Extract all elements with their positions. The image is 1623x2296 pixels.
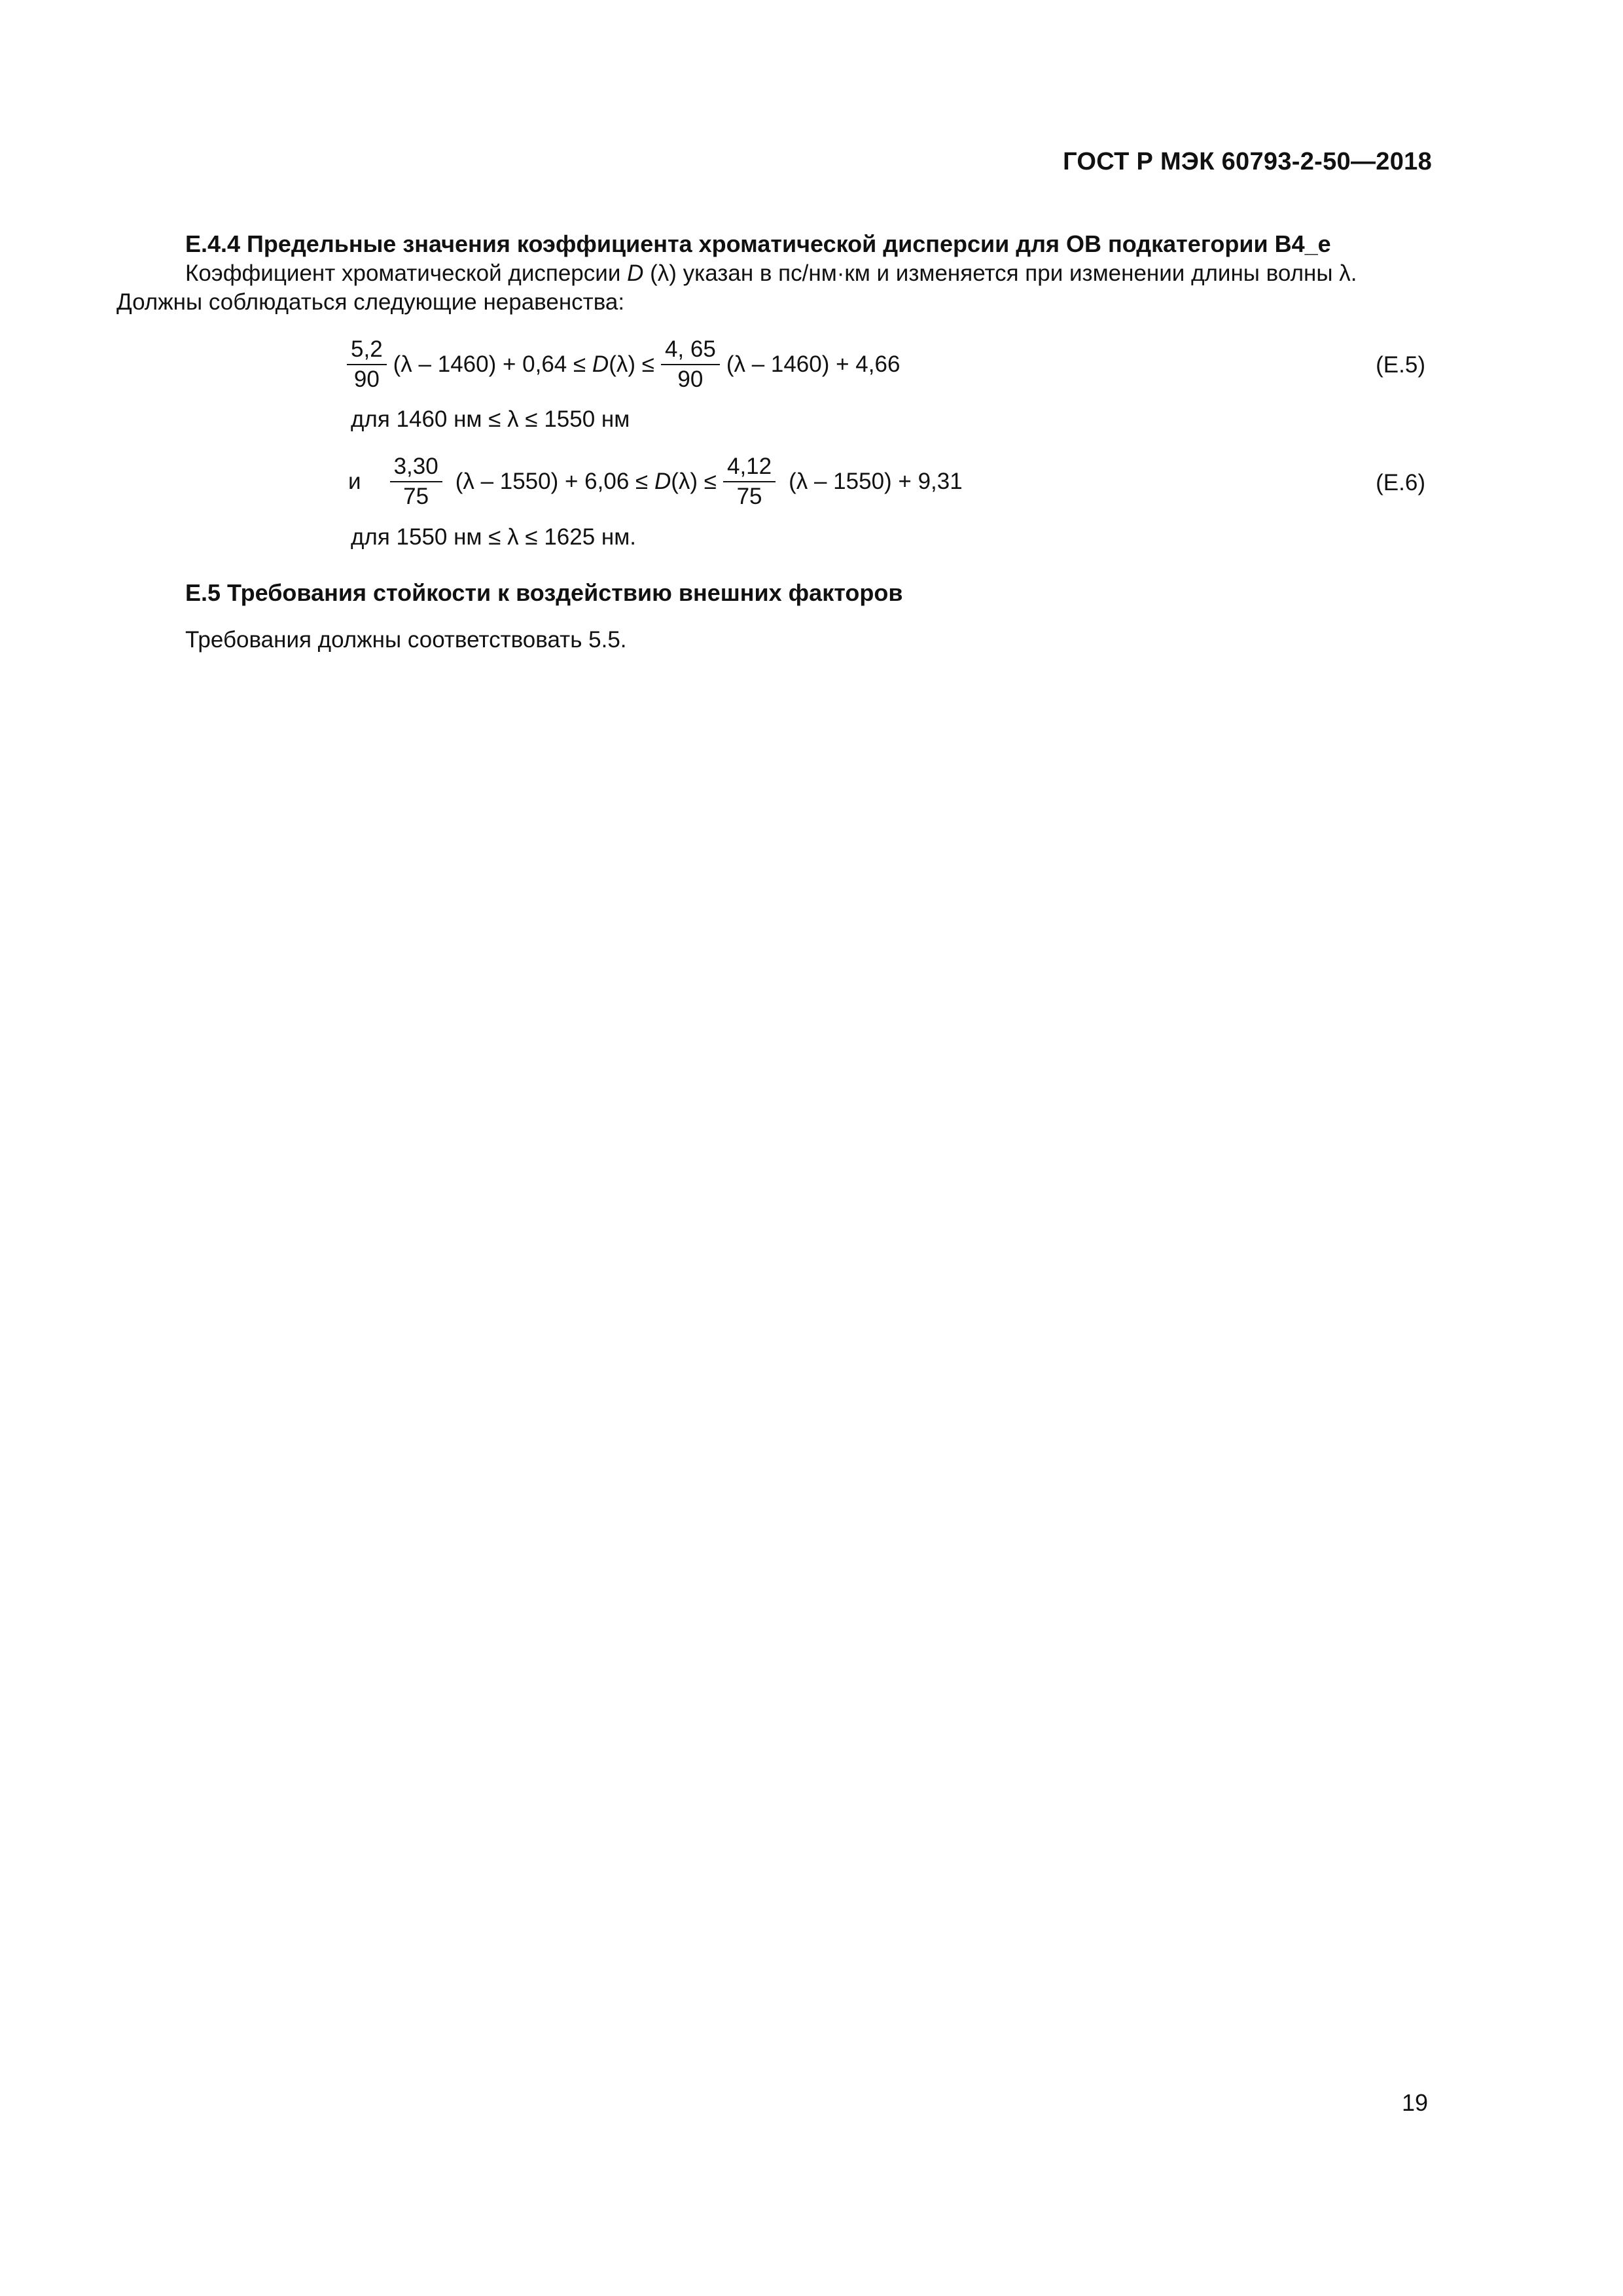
equation-number-e5: (Е.5) bbox=[1376, 352, 1425, 378]
fraction-1: $\frac{3,30}{75}$ bbox=[390, 452, 442, 511]
conjunction: и bbox=[348, 469, 361, 494]
fraction-1: $\frac{5,2}{90}$ bbox=[347, 335, 387, 394]
page-number: 19 bbox=[1401, 2089, 1428, 2116]
formula-text: (λ – 1460) + 0,64 ≤ bbox=[393, 351, 592, 377]
paragraph-e5: Требования должны соответствовать 5.5. bbox=[185, 627, 627, 653]
document-header: ГОСТ Р МЭК 60793-2-50—2018 bbox=[1063, 148, 1432, 175]
paragraph-line-1: Коэффициент хроматической дисперсии D (λ) указан в пс/нм·км и изменяется при изменении длины волны λ. bbox=[185, 260, 1357, 286]
fraction-2: $\frac{4, 65}{90}$ bbox=[661, 335, 720, 394]
paragraph-line-2: Должны соблюдаться следующие неравенства: bbox=[116, 289, 625, 315]
section-heading-e5: Е.5 Требования стойкости к воздействию внешних факторов bbox=[185, 579, 903, 606]
formula-e5: $\frac{5,2}{90}$ (λ – 1460) + 0,64 ≤ D (λ) ≤ $\frac{4, 65}{90}$ (λ – 1460) + 4,66 bbox=[340, 332, 900, 397]
condition-e5: для 1460 нм ≤ λ ≤ 1550 нм bbox=[351, 406, 630, 432]
formula-e6: и $\frac{3,30}{75}$ (λ – 1550) + 6,06 ≤ D (λ) ≤ $\frac{4,12}{75}$ (λ – 1550) + 9,31 bbox=[348, 449, 963, 514]
formula-tail: (λ – 1460) + 4,66 bbox=[726, 351, 901, 377]
fraction-2: $\frac{4,12}{75}$ bbox=[723, 452, 776, 511]
equation-number-e6: (Е.6) bbox=[1376, 470, 1425, 495]
condition-e6: для 1550 нм ≤ λ ≤ 1625 нм. bbox=[351, 524, 637, 550]
formula-text: (λ – 1550) + 6,06 ≤ bbox=[455, 469, 654, 494]
formula-tail: (λ – 1550) + 9,31 bbox=[789, 469, 963, 494]
section-heading-e44: Е.4.4 Предельные значения коэффициента хроматической дисперсии для ОВ подкатегории В4_е bbox=[185, 230, 1331, 257]
